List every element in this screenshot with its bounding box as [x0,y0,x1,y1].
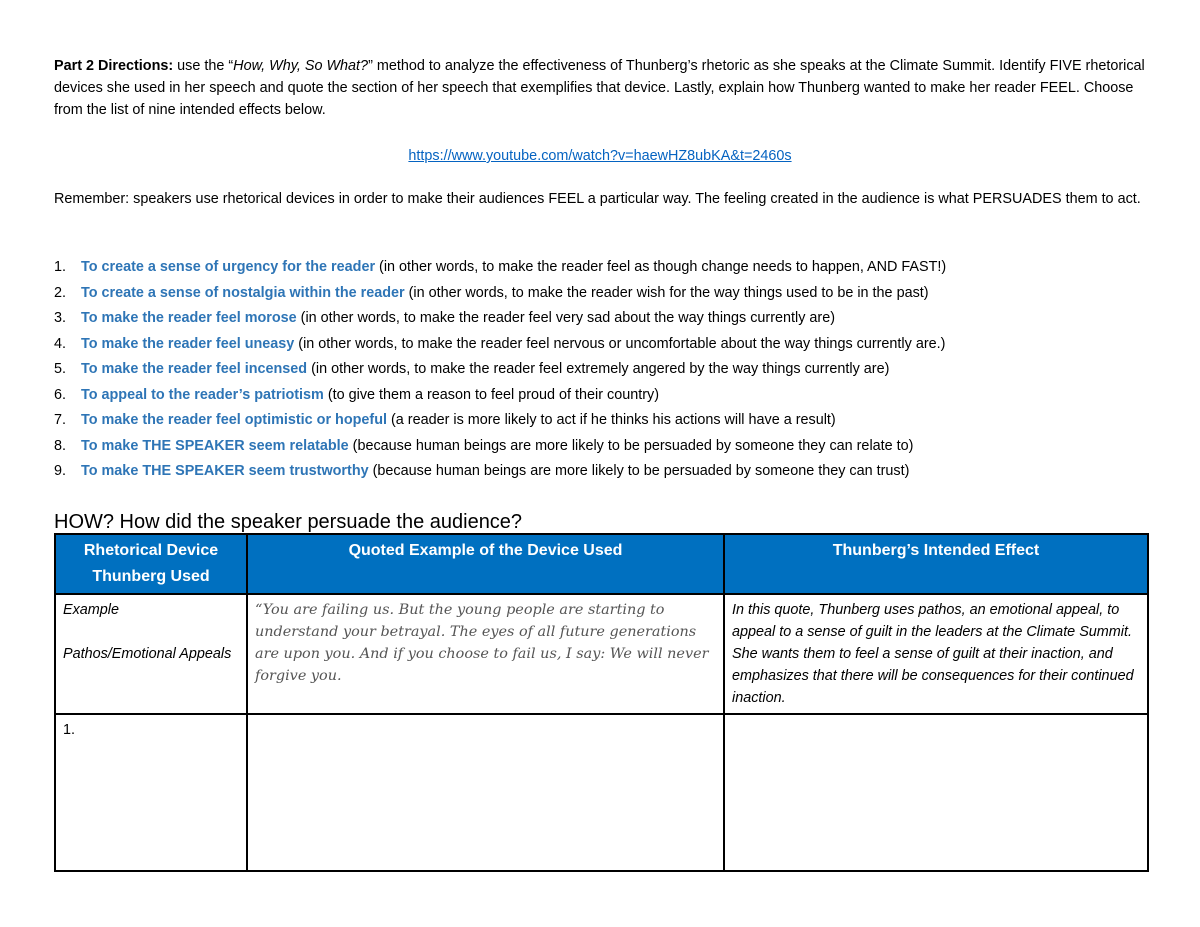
list-item [54,434,1146,460]
how-heading: HOW? How did the speaker persuade the audience? [54,511,523,533]
list-item [54,357,1146,383]
effect-description: (because human beings are more likely to be persuaded by someone they can relate to) [348,437,914,454]
list-item [54,383,1146,409]
effect-description: (because human beings are more likely to be persuaded by someone they can trust) [368,463,910,479]
effect-title: To make THE SPEAKER seem relatable [81,437,349,454]
list-item [54,281,1146,307]
effect-description: (in other words, to make the reader feel extremely angered by the way things currently are) [307,361,890,377]
list-number: 1. [54,259,67,275]
directions-paragraph [54,55,1146,121]
effect-description: (to give them a reason to feel proud of their country) [323,386,659,403]
effect-description: (in other words, to make the reader feel very sad about the way things currently are) [296,310,836,326]
analysis-table [54,533,1149,872]
row-1-quote-cell[interactable] [247,714,724,871]
example-label: Example [63,602,119,618]
list-item [54,255,1146,281]
list-item [54,306,1146,332]
list-number: 5. [54,361,67,377]
directions-text-end: ” method to analyze the effectiveness of Thunberg’s rhetoric as she speaks at the Climate Summit. Identify FIVE rhetorical devices she used in her speech and quote the section of her speech that exemplifies that device. Lastly, explain how Thunberg wanted to make her reader FEEL. Choose from the list of nine intended effects below. [54,58,1145,118]
example-effect-cell[interactable]: In this quote, Thunberg uses pathos, an emotional appeal, to appeal to a sense of guilt in the leaders at the Climate Summit. She wants them to feel a sense of guilt at their inaction, and emphasizes that there will be consequences for their continued inaction. [724,594,1148,714]
directions-text-start: use the “ [173,58,234,74]
list-item [54,332,1146,358]
header-intended-effect: Thunberg’s Intended Effect [724,534,1148,594]
table-header-row [55,534,1148,594]
effect-title: To create a sense of urgency for the reader [81,259,376,275]
list-number: 7. [54,412,67,428]
effect-title: To appeal to the reader’s patriotism [81,386,324,403]
row-1-device-cell[interactable]: 1. [55,714,247,871]
effect-description: (in other words, to make the reader feel as though change needs to happen, AND FAST!) [375,259,947,275]
example-device-cell[interactable] [55,594,247,714]
list-number: 2. [54,284,67,301]
row-1-effect-cell[interactable] [724,714,1148,871]
header-quoted-example: Quoted Example of the Device Used [247,534,724,594]
effect-title: To make THE SPEAKER seem trustworthy [81,463,369,479]
effect-description: (in other words, to make the reader wish for the way things used to be in the past) [404,284,929,301]
header-rhetorical-device: Rhetorical Device Thunberg Used [55,534,247,594]
example-device: Pathos/Emotional Appeals [63,646,232,662]
effect-description: (a reader is more likely to act if he thinks his actions will have a result) [387,412,836,428]
table-row-example [55,594,1148,714]
link-line [54,145,1146,167]
list-number: 6. [54,386,67,403]
method-name: How, Why, So What? [233,58,369,74]
effect-title: To make the reader feel morose [81,310,297,326]
list-number: 8. [54,437,67,454]
effect-description: (in other words, to make the reader feel nervous or uncomfortable about the way things currently are.) [294,335,946,352]
list-item [54,459,1146,485]
effect-title: To make the reader feel incensed [81,361,308,377]
cell-spacer [63,621,239,643]
effect-title: To make the reader feel uneasy [81,335,295,352]
table-row-1 [55,714,1148,871]
example-quote-cell[interactable]: “You are failing us. But the young people are starting to understand your betrayal. The eyes of all future generations are upon you. And if you choose to fail us, I say: We will never forgive you. [247,594,724,714]
directions-label: Part 2 Directions: [54,58,174,74]
remember-paragraph: Remember: speakers use rhetorical devices in order to make their audiences FEEL a particular way. The feeling created in the audience is what PERSUADES them to act. [54,191,1141,207]
intended-effects-list [54,255,1146,485]
list-number: 4. [54,335,67,352]
youtube-link[interactable]: https://www.youtube.com/watch?v=haewHZ8ubKA&t=2460s [408,148,792,164]
list-number: 9. [54,463,67,479]
list-number: 3. [54,310,67,326]
effect-title: To create a sense of nostalgia within the reader [81,284,405,301]
list-item [54,408,1146,434]
effect-title: To make the reader feel optimistic or hopeful [81,412,387,428]
